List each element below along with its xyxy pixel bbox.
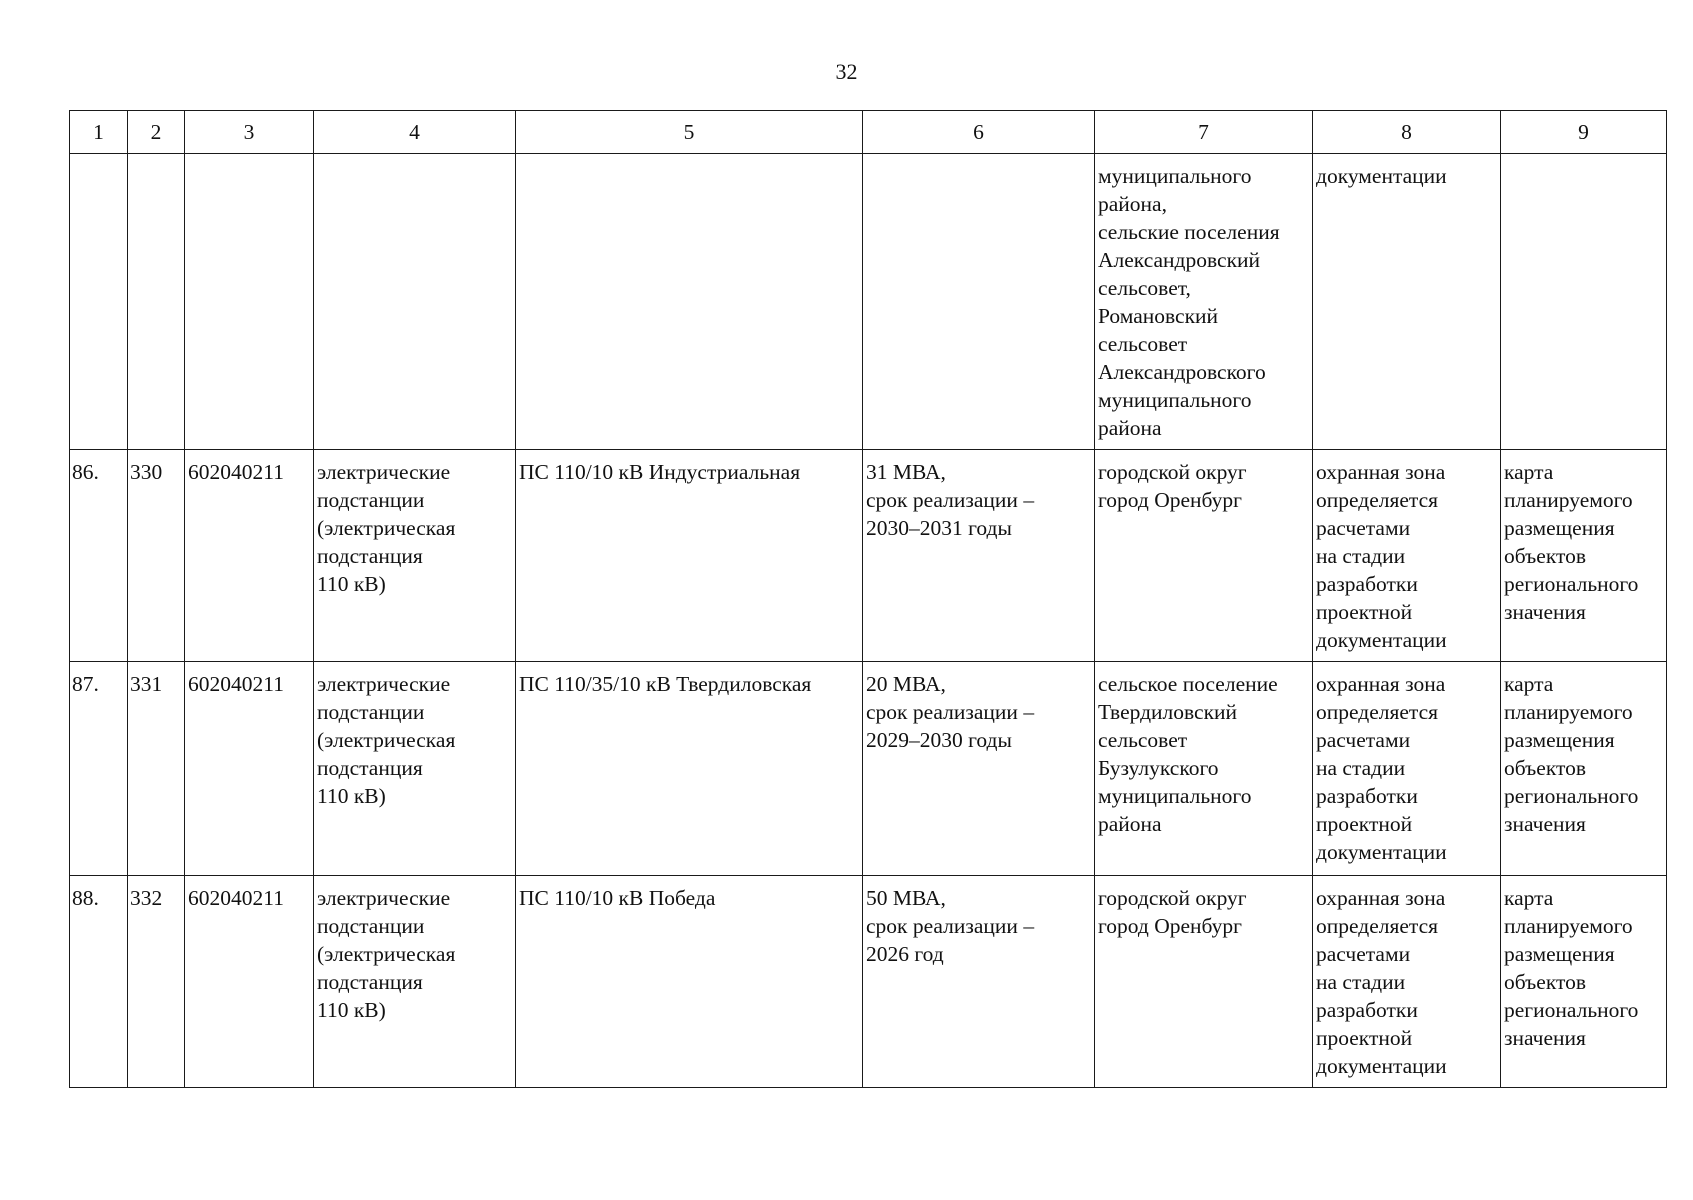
cell-line: (электрическая	[317, 516, 456, 540]
cell-line: срок реализации –	[866, 700, 1035, 724]
cell-line: объектов	[1504, 544, 1586, 568]
cell-line: планируемого	[1504, 914, 1633, 938]
table-cell	[185, 154, 314, 450]
cell-line: на стадии	[1316, 544, 1406, 568]
column-header: 6	[863, 111, 1095, 154]
cell-line: охранная зона	[1316, 672, 1446, 696]
cell-line: расчетами	[1316, 942, 1411, 966]
cell-line: района,	[1098, 192, 1167, 216]
column-header: 1	[70, 111, 128, 154]
cell-line: карта	[1504, 460, 1554, 484]
zone-cell	[1313, 154, 1501, 450]
table-cell	[128, 154, 185, 450]
cell-line: планируемого	[1504, 488, 1633, 512]
column-header: 3	[185, 111, 314, 154]
cell-line: определяется	[1316, 488, 1438, 512]
cell-line: сельское поселение	[1098, 672, 1278, 696]
cell-line: карта	[1504, 672, 1554, 696]
cell-line: городской округ	[1098, 886, 1247, 910]
map-cell	[1501, 876, 1667, 1088]
cell-line: муниципального	[1098, 388, 1252, 412]
cell-line: подстанция	[317, 544, 423, 568]
cell-line: определяется	[1316, 914, 1438, 938]
cell-line: регионального	[1504, 572, 1639, 596]
cell-line: муниципального	[1098, 164, 1252, 188]
cell-line: документации	[1316, 840, 1447, 864]
table-cell	[516, 154, 863, 450]
location-cell	[1095, 662, 1313, 876]
data-table	[69, 110, 1667, 1088]
cell-line: 110 кВ)	[317, 784, 386, 808]
cell-line: разработки	[1316, 572, 1418, 596]
cell-line: разработки	[1316, 998, 1418, 1022]
table-cell	[1501, 154, 1667, 450]
cell-line: проектной	[1316, 812, 1413, 836]
cell-line: на стадии	[1316, 756, 1406, 780]
row-id-cell: 332	[128, 876, 185, 1088]
cell-line: карта	[1504, 886, 1554, 910]
cell-line: объектов	[1504, 970, 1586, 994]
row-number-cell: 88.	[70, 876, 128, 1088]
cell-line: документации	[1316, 164, 1447, 188]
table-cell	[863, 154, 1095, 450]
cell-line: расчетами	[1316, 516, 1411, 540]
column-header: 5	[516, 111, 863, 154]
cell-line: подстанции	[317, 700, 425, 724]
cell-line: значения	[1504, 600, 1586, 624]
zone-cell	[1313, 662, 1501, 876]
cell-line: подстанции	[317, 914, 425, 938]
cell-line: 2026 год	[866, 942, 944, 966]
cell-line: 31 МВА,	[866, 460, 946, 484]
row-number-cell: 86.	[70, 450, 128, 662]
row-id-cell: 331	[128, 662, 185, 876]
cell-line: городской округ	[1098, 460, 1247, 484]
params-cell	[863, 876, 1095, 1088]
cell-line: определяется	[1316, 700, 1438, 724]
cell-line: охранная зона	[1316, 886, 1446, 910]
column-header: 9	[1501, 111, 1667, 154]
cell-line: расчетами	[1316, 728, 1411, 752]
cell-line: электрические	[317, 672, 451, 696]
map-cell	[1501, 450, 1667, 662]
cell-line: муниципального	[1098, 784, 1252, 808]
location-cell	[1095, 450, 1313, 662]
cell-line: Романовский	[1098, 304, 1219, 328]
cell-line: документации	[1316, 628, 1447, 652]
cell-line: электрические	[317, 886, 451, 910]
cell-line: электрические	[317, 460, 451, 484]
zone-cell	[1313, 450, 1501, 662]
cell-line: регионального	[1504, 998, 1639, 1022]
name-cell: ПС 110/35/10 кВ Твердиловская	[516, 662, 863, 876]
cell-line: планируемого	[1504, 700, 1633, 724]
cell-line: Александровского	[1098, 360, 1266, 384]
params-cell	[863, 662, 1095, 876]
code-cell: 602040211	[185, 450, 314, 662]
type-cell	[314, 876, 516, 1088]
cell-line: (электрическая	[317, 728, 456, 752]
cell-line: срок реализации –	[866, 914, 1035, 938]
cell-line: 110 кВ)	[317, 572, 386, 596]
cell-line: 50 МВА,	[866, 886, 946, 910]
cell-line: подстанция	[317, 970, 423, 994]
name-cell: ПС 110/10 кВ Индустриальная	[516, 450, 863, 662]
column-header: 4	[314, 111, 516, 154]
table-row	[70, 662, 1667, 876]
cell-line: Твердиловский	[1098, 700, 1238, 724]
cell-line: подстанции	[317, 488, 425, 512]
cell-line: Александровский	[1098, 248, 1261, 272]
cell-line: размещения	[1504, 942, 1615, 966]
row-number-cell: 87.	[70, 662, 128, 876]
cell-line: срок реализации –	[866, 488, 1035, 512]
cell-line: на стадии	[1316, 970, 1406, 994]
table-row-continuation	[70, 154, 1667, 450]
header-row	[70, 111, 1667, 154]
cell-line: документации	[1316, 1054, 1447, 1078]
table-row	[70, 450, 1667, 662]
cell-line: 2029–2030 годы	[866, 728, 1012, 752]
cell-line: проектной	[1316, 1026, 1413, 1050]
name-cell: ПС 110/10 кВ Победа	[516, 876, 863, 1088]
cell-line: 110 кВ)	[317, 998, 386, 1022]
column-header: 7	[1095, 111, 1313, 154]
type-cell	[314, 450, 516, 662]
code-cell: 602040211	[185, 876, 314, 1088]
cell-line: проектной	[1316, 600, 1413, 624]
location-cell	[1095, 154, 1313, 450]
page-number: 32	[835, 59, 858, 84]
cell-line: сельсовет	[1098, 728, 1188, 752]
table-row	[70, 876, 1667, 1088]
row-id-cell: 330	[128, 450, 185, 662]
cell-line: 20 МВА,	[866, 672, 946, 696]
cell-line: (электрическая	[317, 942, 456, 966]
cell-line: охранная зона	[1316, 460, 1446, 484]
cell-line: размещения	[1504, 516, 1615, 540]
cell-line: 2030–2031 годы	[866, 516, 1012, 540]
cell-line: сельсовет	[1098, 332, 1188, 356]
cell-line: размещения	[1504, 728, 1615, 752]
cell-line: района	[1098, 416, 1162, 440]
type-cell	[314, 662, 516, 876]
cell-line: город Оренбург	[1098, 488, 1242, 512]
table-cell	[314, 154, 516, 450]
cell-line: сельские поселения	[1098, 220, 1280, 244]
column-header: 8	[1313, 111, 1501, 154]
cell-line: значения	[1504, 1026, 1586, 1050]
cell-line: подстанция	[317, 756, 423, 780]
cell-line: разработки	[1316, 784, 1418, 808]
table-cell	[70, 154, 128, 450]
cell-line: город Оренбург	[1098, 914, 1242, 938]
code-cell: 602040211	[185, 662, 314, 876]
map-cell	[1501, 662, 1667, 876]
params-cell	[863, 450, 1095, 662]
zone-cell	[1313, 876, 1501, 1088]
location-cell	[1095, 876, 1313, 1088]
cell-line: сельсовет,	[1098, 276, 1191, 300]
cell-line: объектов	[1504, 756, 1586, 780]
cell-line: Бузулукского	[1098, 756, 1219, 780]
cell-line: района	[1098, 812, 1162, 836]
column-header: 2	[128, 111, 185, 154]
cell-line: значения	[1504, 812, 1586, 836]
cell-line: регионального	[1504, 784, 1639, 808]
